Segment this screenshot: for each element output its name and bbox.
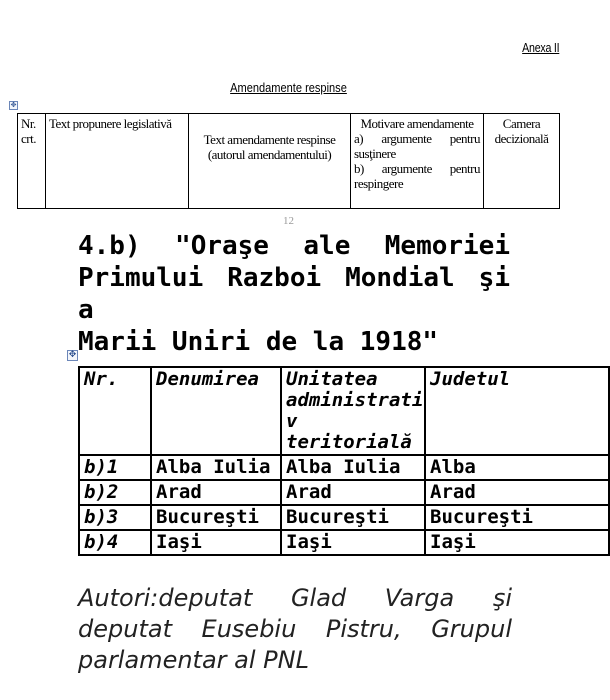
cell-nr: b)3 xyxy=(79,505,151,530)
cities-col-judetul: Judetul xyxy=(425,367,609,455)
header-col-motivare: Motivare amendamente a) argumente pentru susţinere b) argumente pentru respingere xyxy=(351,114,484,209)
cell-nr: b)4 xyxy=(79,530,151,555)
annex-label: Anexa II xyxy=(521,40,559,55)
document-title: Amendamente respinse xyxy=(230,80,347,95)
cell-denumirea: Iaşi xyxy=(151,530,281,555)
cell-nr: b)2 xyxy=(79,480,151,505)
header-col-text-amendament: Text amendamente respinse (autorul amendamentului) xyxy=(189,114,351,209)
header-col-camera: Camera decizională xyxy=(484,114,560,209)
cell-unitatea: Arad xyxy=(281,480,425,505)
cell-denumirea: Bucureşti xyxy=(151,505,281,530)
cities-col-unitatea: Unitatea administrati v teritorială xyxy=(281,367,425,455)
cell-judetul: Bucureşti xyxy=(425,505,609,530)
cities-col-denumirea: Denumirea xyxy=(151,367,281,455)
table-row xyxy=(79,455,609,480)
table-row xyxy=(79,480,609,505)
page-number: 12 xyxy=(283,215,294,227)
cities-table-header xyxy=(79,367,609,455)
table-row xyxy=(79,530,609,555)
header-col-nr: Nr. crt. xyxy=(18,114,46,209)
cities-col-nr: Nr. xyxy=(79,367,151,455)
cell-judetul: Arad xyxy=(425,480,609,505)
table-row xyxy=(79,505,609,530)
cell-judetul: Iaşi xyxy=(425,530,609,555)
cell-unitatea: Bucureşti xyxy=(281,505,425,530)
cell-denumirea: Alba Iulia xyxy=(151,455,281,480)
header-col-text-propunere: Text propunere legislativă xyxy=(46,114,189,209)
cell-judetul: Alba xyxy=(425,455,609,480)
cities-table xyxy=(78,366,610,556)
cell-nr: b)1 xyxy=(79,455,151,480)
move-handle-icon[interactable]: ✥ xyxy=(10,101,17,109)
authors-paragraph: Autori:deputat Glad Varga şi deputat Eusebiu Pistru, Grupul parlamentar al PNL xyxy=(78,584,512,674)
move-handle-icon[interactable]: ✥ xyxy=(68,350,77,360)
cities-table-clip xyxy=(78,366,533,553)
amendments-header-table xyxy=(17,113,560,209)
cell-unitatea: Iaşi xyxy=(281,530,425,555)
cell-unitatea: Alba Iulia xyxy=(281,455,425,480)
cell-denumirea: Arad xyxy=(151,480,281,505)
section-heading: 4.b) "Oraşe ale Memoriei Primului Razboi Mondial şi a Marii Uniri de la 1918" xyxy=(78,231,510,357)
